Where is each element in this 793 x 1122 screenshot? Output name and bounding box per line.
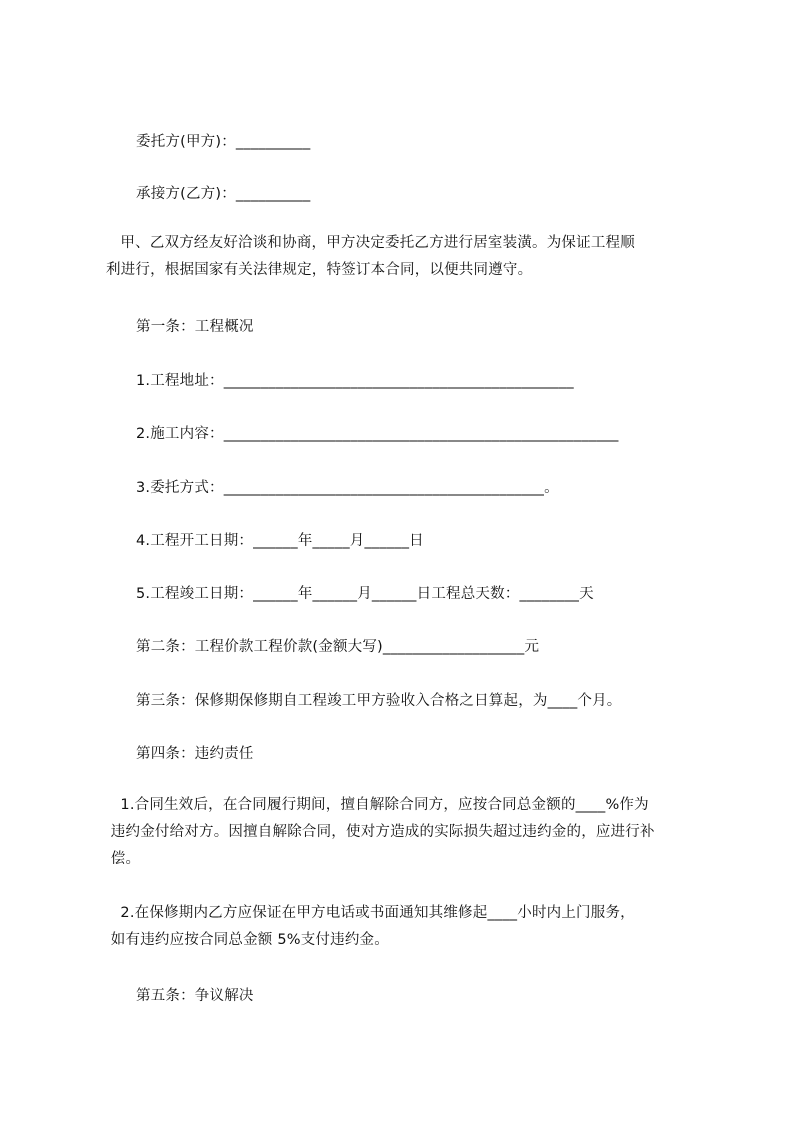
completion-date-line: 5.工程竣工日期：______年______月______日工程总天数：________天: [136, 586, 594, 602]
contractor-party-line: 承接方(乙方)：__________: [136, 186, 311, 202]
clause-line: 违约金付给对方。因擅自解除合同，使对方造成的实际损失超过违约金的，应进行补: [106, 824, 655, 840]
intro-line: 甲、乙双方经友好洽谈和协商，甲方决定委托乙方进行居室装潢。为保证工程顺: [106, 235, 635, 251]
intro-line: 利进行，根据国家有关法律规定，特签订本合同，以便共同遵守。: [106, 262, 533, 278]
clause-line: 1.合同生效后，在合同履行期间，擅自解除合同方，应按合同总金额的____%作为: [106, 797, 649, 813]
clause-line: 如有违约应按合同总金额 5%支付违约金。: [106, 932, 389, 948]
project-address-line: 1.工程地址：_______________________________________________: [136, 373, 574, 389]
article4-clause2: [106, 900, 718, 954]
article4-clause1: [106, 792, 718, 873]
client-party-line: 委托方(甲方)：__________: [136, 134, 311, 150]
article3-warranty-line: 第三条：保修期保修期自工程竣工甲方验收入合格之日算起，为____个月。: [136, 693, 622, 709]
intro-paragraph: [106, 230, 718, 284]
clause-line: 偿。: [106, 851, 141, 867]
article4-title: 第四条：违约责任: [136, 746, 254, 762]
clause-line: 2.在保修期内乙方应保证在甲方电话或书面通知其维修起____小时内上门服务，: [106, 905, 635, 921]
construction-content-line: 2.施工内容：_____________________________________________________: [136, 426, 619, 442]
article2-price-line: 第二条：工程价款工程价款(金额大写)___________________元: [136, 639, 540, 655]
start-date-line: 4.工程开工日期：______年_____月______日: [136, 533, 424, 549]
article5-title: 第五条：争议解决: [136, 988, 254, 1004]
article1-title: 第一条：工程概况: [136, 319, 254, 335]
commission-method-line: 3.委托方式：___________________________________________。: [136, 480, 559, 496]
